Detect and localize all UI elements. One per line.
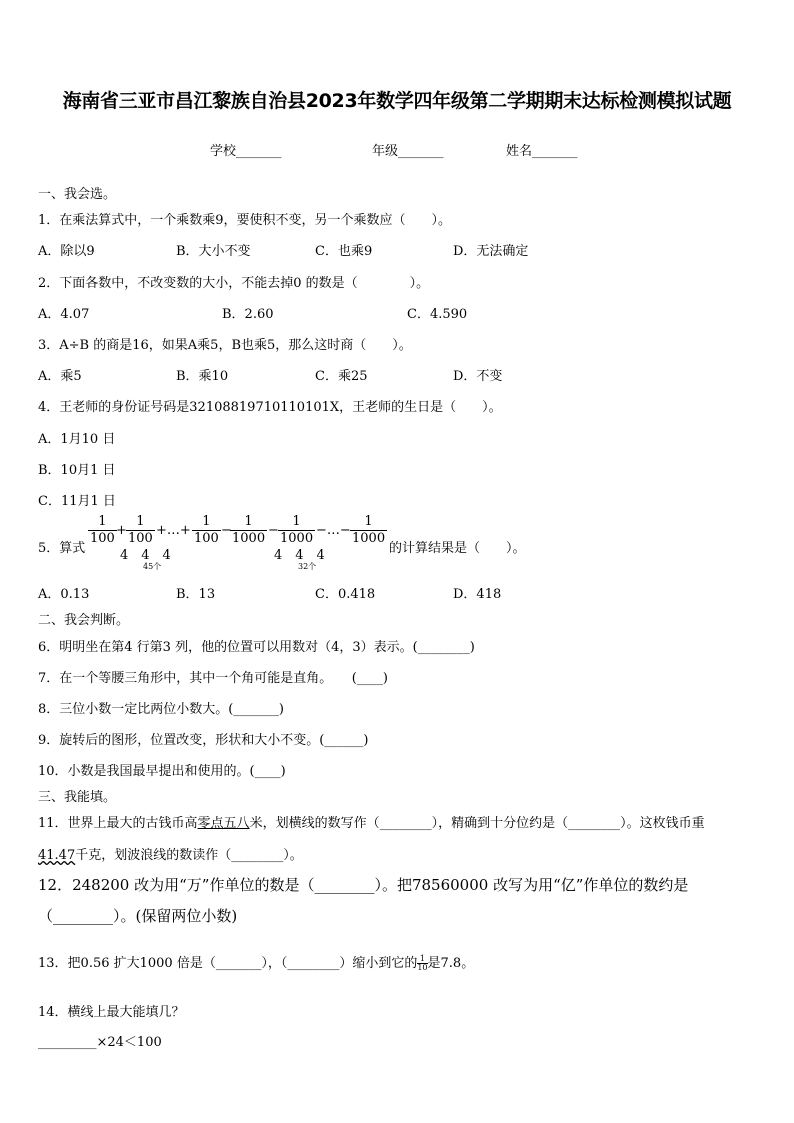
q4-option-b: B．10月1 日: [38, 463, 116, 478]
q3-option-b: B．乘10: [176, 369, 229, 384]
q5-count-left: 45个: [143, 562, 162, 571]
question-6: 6．明明坐在第4 行第3 列，他的位置可以用数对（4，3）表示。(________): [38, 640, 475, 655]
section-heading-judge: 二、我会判断。: [38, 613, 130, 628]
question-2: 2．下面各数中，不改变数的大小，不能去掉0 的数是（ ）。: [38, 276, 430, 291]
q13-part1: 13．把0.56 扩大1000 倍是（_______），（________）缩小到它的: [38, 956, 418, 971]
question-14: 14．横线上最大能填几？: [38, 1005, 185, 1020]
q4-option-c: C．11月1 日: [38, 494, 116, 509]
question-10: 10．小数是我国最早提出和使用的。(____): [38, 764, 286, 779]
q5-fraction: 1 100: [90, 514, 115, 546]
q5-fraction: 1 1000: [352, 514, 386, 546]
q5-plus: +: [116, 523, 127, 538]
q5-minus-dots: −…−: [316, 523, 351, 538]
q3-option-d: D．不变: [453, 369, 503, 384]
question-11-line2: [38, 844, 303, 863]
q5-prefix: 5．算式: [38, 541, 86, 556]
q3-option-c: C．乘25: [315, 369, 368, 384]
q11-part3: 千克，划波浪线的数读作（________）。: [75, 848, 303, 863]
q1-option-b: B．大小不变: [176, 244, 251, 259]
question-9: 9．旋转后的图形，位置改变，形状和大小不变。(______): [38, 733, 369, 748]
q5-fraction: 1 100: [194, 514, 219, 546]
q1-option-c: C．也乘9: [315, 244, 373, 259]
q5-minus: −: [268, 523, 279, 538]
question-13: [38, 952, 474, 972]
question-7: 7．在一个等腰三角形中，其中一个角可能是直角。 (____): [38, 671, 388, 686]
q5-option-c: C．0.418: [315, 587, 376, 602]
question-3: 3．A÷B 的商是16，如果A乘5，B也乘5，那么这时商（ ）。: [38, 338, 412, 353]
school-field: 学校_______: [210, 144, 282, 159]
q5-underbrace-right: 4 4 4: [274, 548, 325, 563]
q5-underbrace-left: 4 4 4: [120, 548, 171, 563]
q4-option-a: A．1月10 日: [38, 432, 116, 447]
question-11-line1: [38, 812, 705, 831]
q5-option-b: B．13: [176, 587, 216, 602]
q11-part1: 11．世界上最大的古钱币高: [38, 816, 198, 831]
section-heading-fill: 三、我能填。: [38, 790, 117, 805]
name-field: 姓名_______: [506, 144, 578, 159]
q14-expression: _________×24＜100: [38, 1035, 162, 1050]
question-4: 4．王老师的身份证号码是321088197101101​01X，王老师的生日是（ ）。: [38, 400, 502, 415]
question-8: 8．三位小数一定比两位小数大。(_______): [38, 702, 284, 717]
q2-option-b: B．2.60: [222, 307, 274, 322]
q5-fraction: 1 1000: [280, 514, 314, 546]
q1-option-d: D．无法确定: [453, 244, 529, 259]
q2-option-a: A．4.07: [38, 307, 90, 322]
q5-option-a: A．0.13: [38, 587, 90, 602]
q5-suffix: 的计算结果是（ ）。: [389, 541, 526, 556]
q1-option-a: A．除以9: [38, 244, 95, 259]
question-1: 1．在乘法算式中，一个乘数乘9，要使积不变，另一个乘数应（ ）。: [38, 213, 452, 228]
q13-part2: 是7.8。: [427, 956, 475, 971]
grade-field: 年级_______: [372, 144, 444, 159]
section-heading-choose: 一、我会选。: [38, 187, 117, 202]
q13-fraction: $\frac{1}{10}$: [417, 954, 428, 972]
question-12-line1: 12．248200 改为用“万”作单位的数是（________）。把78560000 改写为用“亿”作单位的数约是: [38, 876, 689, 894]
q5-count-right: 32个: [298, 562, 317, 571]
q5-minus: −: [221, 523, 232, 538]
q5-fraction: 1 1000: [232, 514, 266, 546]
q2-option-c: C．4.590: [407, 307, 468, 322]
q3-option-a: A．乘5: [38, 369, 82, 384]
q5-plus-dots: +…+: [156, 523, 191, 538]
question-12-line2: （________）。(保留两位小数): [38, 907, 238, 925]
q11-underlined-number: 零点五八: [197, 816, 250, 831]
q11-wavy-number: 41.47: [38, 848, 76, 863]
q5-option-d: D．418: [453, 587, 502, 602]
q11-part2: 米，划横线的数写作（________），精确到十分位约是（________）。这枚钱币重: [249, 816, 705, 831]
page-title: 海南省三亚市昌江黎族自治县2023年数学四年级第二学期期末达标检测模拟试题: [62, 90, 732, 112]
q5-fraction: 1 100: [128, 514, 153, 546]
